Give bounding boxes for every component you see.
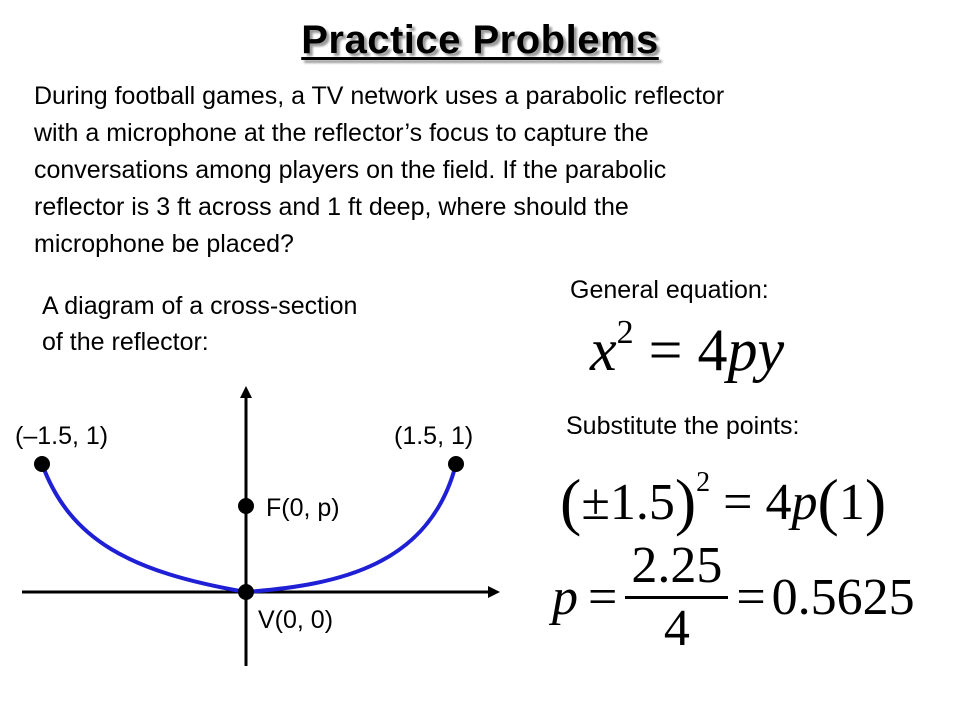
parabola-curve xyxy=(42,464,456,592)
eq-coef: 4 xyxy=(697,317,728,383)
point-right-label: (1.5, 1) xyxy=(394,422,474,450)
eq-exponent: 2 xyxy=(616,314,634,351)
eq-value: ±1.5 xyxy=(581,474,675,531)
eq-equals: = xyxy=(723,474,753,531)
diagram-caption-line: of the reflector: xyxy=(42,328,209,356)
diagram-caption-line: A diagram of a cross-section xyxy=(42,292,358,320)
page-title: Practice Problems xyxy=(301,18,659,62)
substitute-label: Substitute the points: xyxy=(566,412,800,440)
general-equation-label: General equation: xyxy=(570,276,769,304)
problem-line: During football games, a TV network uses a parabolic reflector xyxy=(34,82,725,110)
eq-var-p: p xyxy=(552,568,578,626)
eq-arg: 1 xyxy=(838,474,865,531)
eq-equals: = xyxy=(736,568,766,626)
vertex-dot xyxy=(238,584,254,600)
open-paren: ( xyxy=(560,466,582,537)
close-paren: ) xyxy=(674,466,697,537)
focus-label: F(0, p) xyxy=(266,494,340,522)
point-left-dot xyxy=(34,456,50,472)
point-right-dot xyxy=(448,456,464,472)
close-paren: ) xyxy=(864,466,887,537)
eq-equals: = xyxy=(588,568,618,626)
eq-exponent: 2 xyxy=(696,466,711,498)
point-left-label: (–1.5, 1) xyxy=(15,422,109,450)
fraction-denominator: 4 xyxy=(663,600,690,657)
eq-var-x: x xyxy=(590,317,617,383)
vertex-label: V(0, 0) xyxy=(258,606,334,634)
eq-equals: = xyxy=(648,317,683,383)
focus-dot xyxy=(238,498,254,514)
eq-result: 0.5625 xyxy=(771,568,915,626)
problem-line: reflector is 3 ft across and 1 ft deep, where should the xyxy=(34,193,629,221)
open-paren: ( xyxy=(817,466,839,537)
fraction-numerator: 2.25 xyxy=(625,540,728,599)
eq-coef: 4 xyxy=(765,474,792,531)
problem-line: conversations among players on the field. If the parabolic xyxy=(34,156,667,184)
eq-vars-py: py xyxy=(727,317,785,383)
problem-line: with a microphone at the reflector’s focus to capture the xyxy=(34,119,649,147)
eq-var-p: p xyxy=(791,474,818,531)
problem-line: microphone be placed? xyxy=(34,230,294,258)
